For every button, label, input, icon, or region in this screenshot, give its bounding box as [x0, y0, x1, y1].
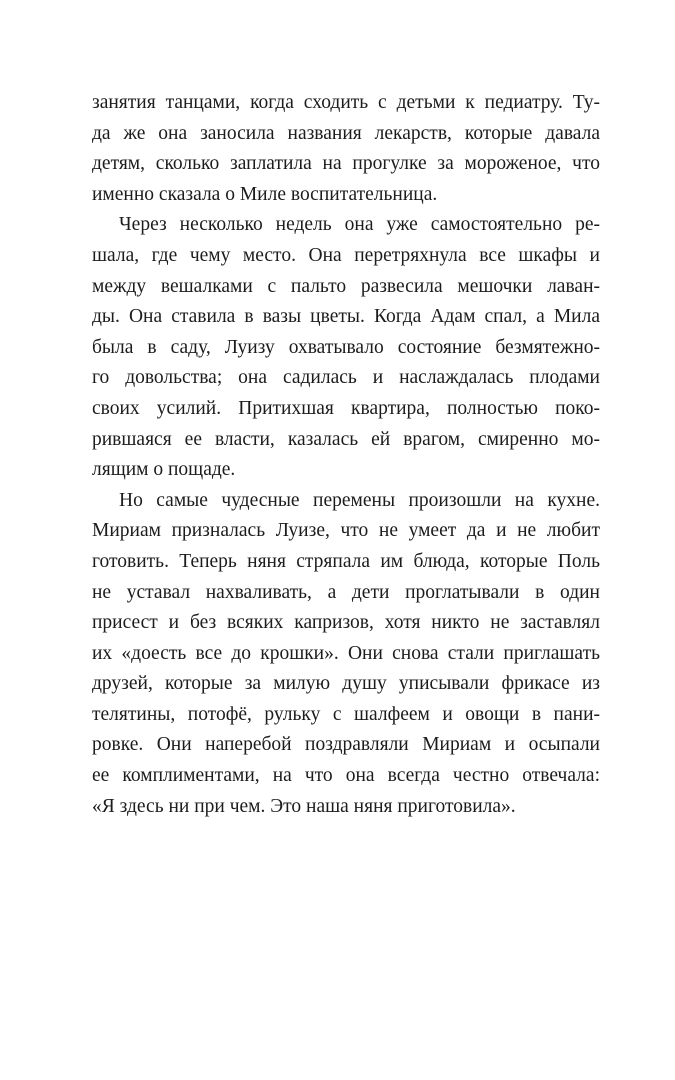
text-line: между вешалками с пальто развесила мешочки лаван-: [92, 275, 600, 297]
text-line: шала, где чему место. Она перетряхнула все шкафы и: [92, 244, 600, 266]
text-line: не уставал нахваливать, а дети проглатывали в один: [92, 581, 600, 603]
body-text: [92, 88, 600, 822]
text-line: рившаяся ее власти, казалась ей врагом, смиренно мо-: [92, 428, 600, 450]
text-line: занятия танцами, когда сходить с детьми к педиатру. Ту-: [92, 92, 600, 113]
text-line: «Я здесь ни при чем. Это наша няня приготовила».: [92, 795, 516, 817]
text-line: присест и без всяких капризов, хотя никто не заставлял: [92, 612, 600, 634]
text-line: ровке. Они наперебой поздравляли Мириам и осыпали: [92, 734, 600, 756]
text-line: именно сказала о Миле воспитательница.: [92, 183, 438, 205]
text-line: да же она заносила названия лекарств, которые давала: [92, 122, 600, 144]
text-line: была в саду, Луизу охватывало состояние безмятежно-: [92, 336, 600, 358]
text-line: друзей, которые за милую душу уписывали фрикасе из: [92, 673, 600, 695]
text-line: их «доесть все до крошки». Они снова стали приглашать: [92, 642, 600, 664]
text-line: Через несколько недель она уже самостоятельно ре-: [119, 214, 600, 236]
text-line: своих усилий. Притихшая квартира, полностью поко-: [92, 397, 600, 419]
text-line: Но самые чудесные перемены произошли на кухне.: [119, 489, 600, 511]
text-line: детям, сколько заплатила на прогулке за мороженое, что: [92, 153, 600, 175]
text-line: ее комплиментами, на что она всегда честно отвечала:: [92, 765, 600, 787]
text-line: телятины, потофё, рульку с шалфеем и овощи в пани-: [92, 703, 600, 725]
text-line: готовить. Теперь няня стряпала им блюда, которые Поль: [92, 550, 600, 572]
text-line: го довольства; она садилась и наслаждалась плодами: [92, 367, 600, 389]
text-line: Мириам призналась Луизе, что не умеет да и не любит: [92, 520, 600, 542]
text-line: лящим о пощаде.: [92, 459, 236, 481]
text-line: ды. Она ставила в вазы цветы. Когда Адам спал, а Мила: [92, 306, 600, 328]
